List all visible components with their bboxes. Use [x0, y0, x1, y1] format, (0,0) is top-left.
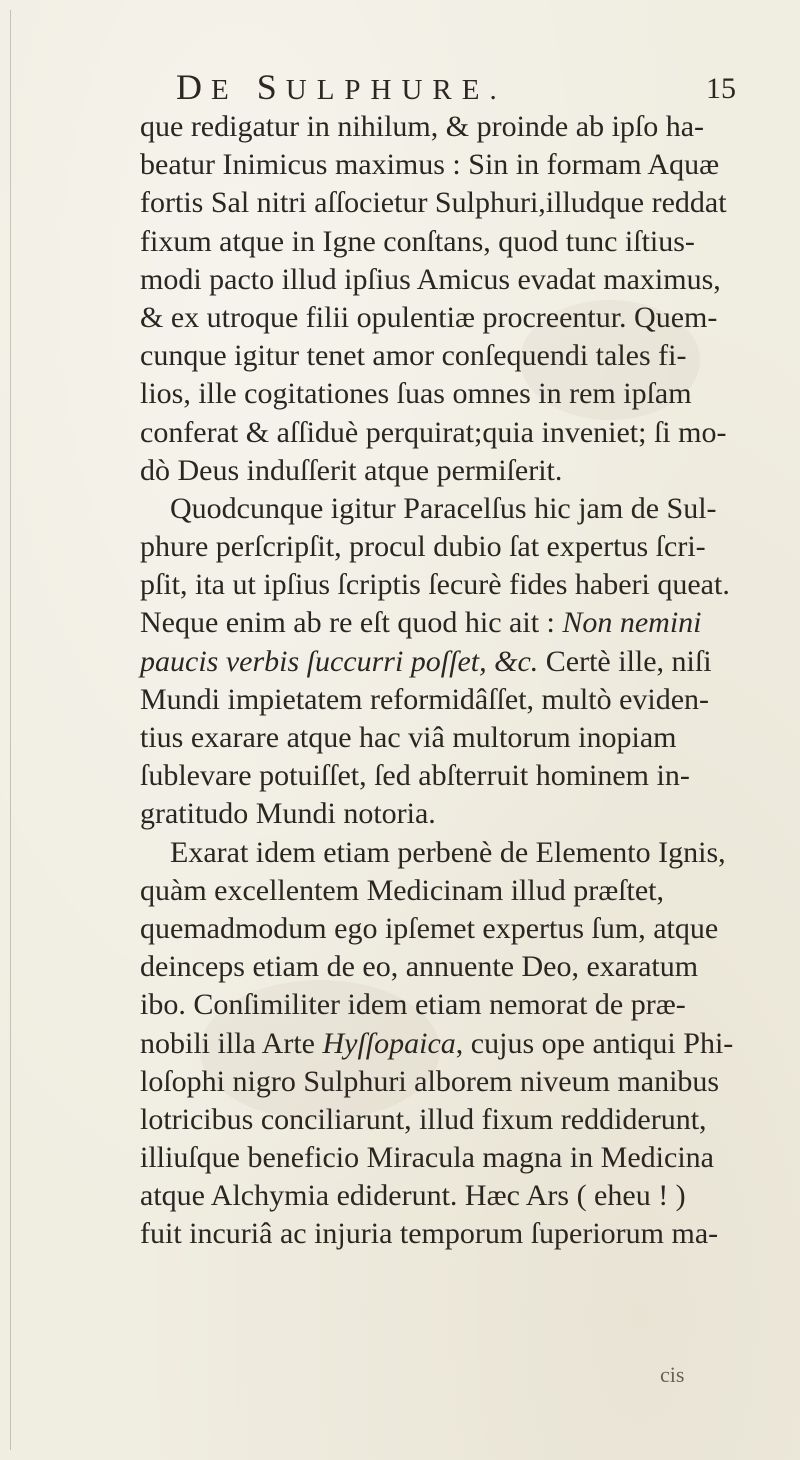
- text-line: lotricibus conciliarunt, illud fixum reddiderunt,: [140, 1102, 707, 1136]
- text-line: tius exarare atque hac viâ multorum inopiam: [140, 721, 677, 754]
- text-line: & ex utroque filii opulentiæ procreentur. Quem-: [140, 300, 718, 334]
- text-line: quemadmodum ego ipſemet expertus ſum, atque: [140, 911, 719, 945]
- text-line: illiuſque beneficio Miracula magna in Medicina: [140, 1141, 714, 1175]
- paragraph-start-line: Exarat idem etiam perbenè de Elemento Ignis,: [170, 835, 726, 869]
- text-line: que redigatur in nihilum, & proinde ab ipſo ha-: [140, 110, 705, 143]
- running-head-cap1: D: [176, 67, 211, 107]
- text-line: pſit, ita ut ipſius ſcriptis ſecurè fides haberi queat.: [140, 568, 730, 602]
- catchword: cis: [660, 1362, 685, 1387]
- text-line: gratitudo Mundi notoria.: [140, 797, 436, 831]
- text-line: quàm excellentem Medicinam illud præſtet,: [140, 873, 665, 907]
- text-line: beatur Inimicus maximus : Sin in formam Aquæ: [140, 148, 720, 182]
- text-span: Neque enim ab re eſt quod hic ait :: [140, 606, 563, 640]
- gutter-line: [10, 10, 11, 1450]
- text-line: fixum atque in Igne conſtans, quod tunc iſtius-: [140, 224, 695, 258]
- text-line: atque Alchymia ediderunt. Hæc Ars ( eheu ! ): [140, 1179, 686, 1213]
- page-number: 15: [706, 72, 736, 105]
- running-head-cap2: S: [256, 67, 286, 107]
- text-line: conferat & aſſiduè perquirat;quia inveniet; ſi mo-: [140, 415, 727, 449]
- text-line: deinceps etiam de eo, annuente Deo, exaratum: [140, 950, 699, 984]
- text-line: dò Deus induſſerit atque permiſerit.: [140, 453, 563, 487]
- italic-term: Hyſſopaica: [322, 1026, 456, 1060]
- body-text: [140, 108, 780, 1254]
- text-span: Certè ille, niſi: [538, 644, 712, 678]
- text-line: ibo. Conſimiliter idem etiam nemorat de præ-: [140, 988, 686, 1022]
- text-line-with-italic: [140, 604, 780, 642]
- text-line: ſublevare potuiſſet, ſed abſterruit hominem in-: [140, 759, 690, 793]
- text-line: lios, ille cogitationes ſuas omnes in rem ipſam: [140, 377, 692, 411]
- text-line: loſophi nigro Sulphuri alborem niveum manibus: [140, 1064, 720, 1098]
- text-line: modi pacto illud ipſius Amicus evadat maximus,: [140, 262, 721, 296]
- page-header: [176, 66, 736, 106]
- text-line: phure perſcripſit, procul dubio ſat expertus ſcri-: [140, 530, 706, 564]
- paragraph-start-line: Quodcunque igitur Paracelſus hic jam de Sul-: [170, 491, 717, 525]
- text-line: cunque igitur tenet amor conſequendi tales fi-: [140, 339, 687, 373]
- running-head: [176, 66, 507, 108]
- italic-quote: Non nemini: [562, 606, 702, 640]
- italic-quote: paucis verbis ſuccurri poſſet, &c.: [140, 644, 539, 678]
- text-span: , cujus ope antiqui Phi-: [455, 1026, 734, 1060]
- text-line: fortis Sal nitri aſſocietur Sulphuri,illudque reddat: [140, 186, 727, 220]
- running-head-rest1: E: [211, 74, 239, 106]
- text-line-with-italic: [140, 643, 780, 681]
- text-span: nobili illa Arte: [140, 1026, 323, 1060]
- running-head-rest2: ULPHURE.: [285, 74, 507, 106]
- text-line: fuit incuriâ ac injuria temporum ſuperiorum ma-: [140, 1217, 719, 1251]
- text-line: Mundi impietatem reformidâſſet, multò eviden-: [140, 682, 710, 716]
- text-line-with-italic: [140, 1025, 780, 1063]
